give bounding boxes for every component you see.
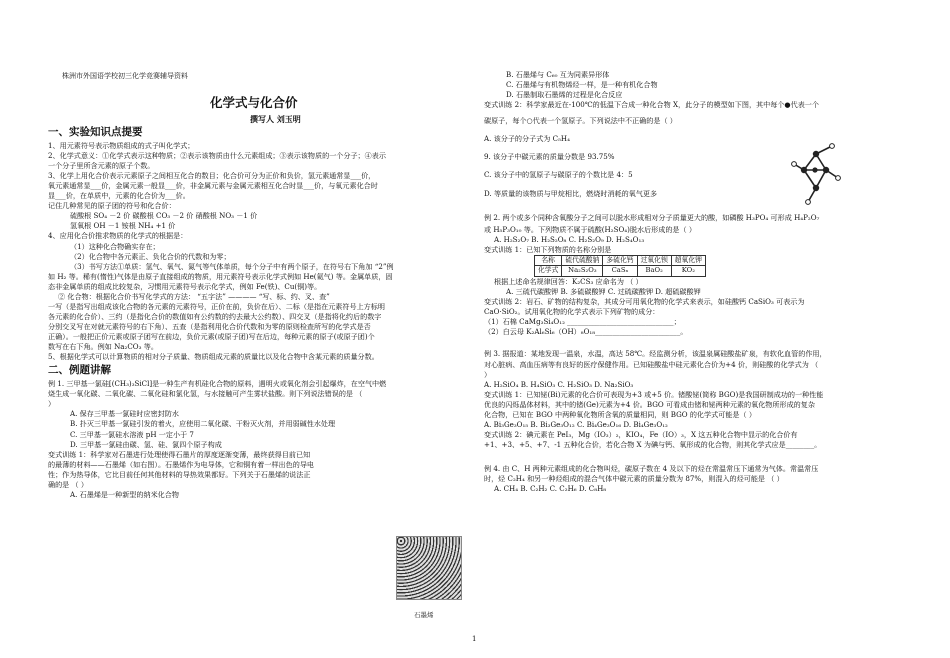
variant-2b-line: （1）石棉 CaMg₃Si₄O₁₂ ______________________________；: [484, 317, 681, 327]
variant-2b-line: 变式训练 2：岩石、矿物的结构复杂，其成分可用氧化物的化学式来表示，如硅酸钙 CaSiO₃ 可表示为: [484, 297, 805, 307]
example-1-option: A. 保存三甲基一氯硅时应密封防水: [70, 409, 179, 419]
table-cell: 化学式: [535, 266, 562, 277]
left-line: 一个分子里所含元素的原子个数。: [48, 161, 155, 171]
doc-author: 撰写人 刘玉明: [250, 114, 301, 124]
table-cell: 硫代硫酸钠: [562, 255, 603, 266]
variant-1b-title: 变式训练 1：已知下列物质的名称分别是: [484, 244, 612, 254]
variant-3-line: +1、+3、+5、+7、-1 五种化合价，若化合物 X 为碘与钙、氧形成的化合物，则其化学式应是________。: [484, 440, 822, 450]
example-3-line: ）: [484, 369, 492, 379]
example-1-option: D. 三甲基一氯硅由碳、氢、硅、氯四个原子构成: [70, 439, 222, 449]
variant-3-line: 化合物，已知在 BGO 中两种氧化物所含氧的质量相同，则 BGO 的化学式可能是（ ）: [484, 409, 756, 419]
left-line: 分别交叉写在对就元素符号的右下角）、五查（是指利用化合价代数和为零的原则检查所写的化学式是否: [48, 322, 371, 332]
left-line: 如 H₂ 等。稀有(惰性)气体是由原子直接组成的物质，用元素符号表示化学式例如 He(氦气) 等。金属单质，固: [48, 271, 393, 281]
example-3-options: A. H₂SiO₄ B. H₄SiO₃ C. H₂SiO₃ D. Na₂SiO₃: [484, 379, 634, 389]
left-line: 数写在右下角。例如 Na₂CO₃ 等。: [48, 342, 158, 352]
variant-1-option: D. 石墨制取石墨烯的过程是化合反应: [506, 90, 623, 100]
example-1-option: C. 三甲基一氯硅水溶液 pH 一定小于 7: [70, 429, 194, 439]
left-line: 4、应用化合价推求物质的化学式的根据是：: [48, 231, 188, 241]
example-1-line: 例 1. 三甲基一氯硅[(CH₃)₃SiCl]是一种生产有机硅化合物的原料，遇明火或氧化剂会引起爆炸，在空气中燃: [48, 379, 387, 389]
variant-1-option: C. 石墨烯与有机物烯烃一样，是一种有机化合物: [506, 80, 658, 90]
variant-1-option: A. 石墨烯是一种新型的纳米化合物: [70, 489, 179, 499]
molecule-model-image: [786, 140, 846, 210]
variant-1-line: 变式训练 1：科学家对石墨进行处理使得石墨片的厚度逐渐变薄，最终获得目前已知: [48, 449, 311, 459]
left-line: 态非金属单质的组成比较复杂，习惯用元素符号表示化学式，例如 Fe(铁)、Cu(铜)等。: [48, 281, 322, 291]
left-line: 氧元素通常显___价，金属元素一般显___价，非金属元素与金属元素相互化合时显___价，与氧元素化合时: [48, 181, 378, 191]
variant-2-option: C. 该分子中的氢原子与碳原子的个数比是 4：5: [484, 170, 633, 180]
variant-1b-options: A. 三硫代碳酸钾 B. 多硫碳酸钾 C. 过硫碳酸钾 D. 超硫碳酸钾: [506, 287, 701, 297]
section-1-title: 一、实验知识点提要: [48, 126, 143, 138]
example-4-options: A. CH₄ B. C₂H₂ C. C₂H₆ D. C₈H₈: [494, 484, 607, 494]
table-cell: Na₂S₂O₃: [562, 266, 603, 277]
table-cell: BaO₂: [637, 266, 671, 277]
left-line: 氢氧根 OH －1 铵根 NH₄ +1 价: [70, 221, 176, 231]
left-line: 一写（是指写出组成该化合物的各元素的元素符号，正价在前，负价在后）、二标（是指在元素符号上方标明: [48, 301, 385, 311]
variant-3-line: 变式训练 1：已知铋(Bi)元素的化合价可表现为+3 或+5 价。锗酸铋(简称 BGO)是我国研制成功的一种性能: [484, 389, 824, 399]
variant-1-line: 的最薄的材料——石墨烯（如右图）。石墨烯作为电导体，它和铜有着一样出色的导电: [48, 459, 315, 469]
example-2-options: A. H₂S₂O₇ B. H₂S₂O₈ C. H₂S₂O₉ D. H₂S₄O₁₃: [494, 234, 645, 244]
variant-2-option: A. 该分子的分子式为 C₅H₄: [484, 134, 570, 144]
left-line: 各元素的化合价）、三约（是指化合价的数值如有公约数的约去最大公约数）、四交叉（是指将化约后的数字: [48, 311, 382, 321]
right-column: [484, 70, 904, 494]
variant-3-line: 变式训练 2：碘元素在 PeI₃，Mg（IO₃）₂，KIO₄，Fe（IO）₃，X 这五种化合物中显示的化合价有: [484, 429, 798, 439]
table-cell: 超氧化钾: [671, 255, 705, 266]
left-line: 3、化学上用化合价表示元素原子之间相互化合的数目；化合价可分为正价和负价，氢元素通常显___价，: [48, 171, 376, 181]
example-4-line: 时，烃 C₂H₄ 和另一种烃组成的混合气体中碳元素的质量分数为 87%，则混入的烃可能是 （ ）: [484, 474, 784, 484]
example-1-line: ）: [48, 399, 56, 409]
variant-2b-line: CaO·SiO₂。试用氧化物的化学式表示下列矿物的成分：: [484, 307, 660, 317]
graphene-caption: 石墨烯: [414, 611, 434, 619]
left-line: 5、根据化学式可以计算物质的相对分子质量、物质组成元素的质量比以及化合物中含某元素的质量分数。: [48, 352, 379, 362]
variant-1-line: 确的是 （ ）: [48, 479, 88, 489]
left-line: ② 化合物：根据化合价书写化学式的方法： “五字法” ———— “写、标、约、叉、查”: [58, 291, 330, 301]
left-line: 正确）。一般把正价元素或原子团写在前边，负价元素(或原子团)写在后边，每种元素的原子(或原子团)个: [48, 332, 375, 342]
example-4-line: 例 4. 由 C、H 两种元素组成的化合物叫烃，碳原子数在 4 及以下的烃在常温常压下通常为气体。常温常压: [484, 464, 819, 474]
table-cell: 名称: [535, 255, 562, 266]
table-cell: 多硫化钙: [603, 255, 637, 266]
variant-1b-line: 根据上述命名规律回答：K₂CS₃ 应命名为 （ ）: [494, 277, 643, 287]
variant-3-line: A. Bi₃Ge₃O₁₅ B. Bi₃Ge₃O₁₂ C. Bi₄Ge₃O₁₆ D. Bi₄Ge₃O₁₂: [484, 419, 668, 429]
left-line: （1）这种化合物确实存在；: [70, 241, 160, 251]
naming-table: [534, 255, 706, 277]
variant-2b-line: （2）白云母 K₂Al₆Si₆（OH）₈O₁₈________________________。: [484, 327, 688, 337]
left-line: 记住几种常见的原子团的符号和化合价：: [48, 201, 176, 211]
variant-2-option: 9. 该分子中碳元素的质量分数是 93.75%: [484, 152, 615, 162]
page-number: 1: [472, 635, 477, 643]
table-cell: CaSₓ: [603, 266, 637, 277]
example-1-line: 烧生成一氧化碳、二氧化碳、二氧化硅和氯化氢，与水接触可产生雾状盐酸。则下列说法错误的是 （: [48, 389, 363, 399]
example-1-option: B. 扑灭三甲基一氯硅引发的着火，应使用二氧化碳、干粉灭火剂，并用弱碱性水处理: [70, 419, 336, 429]
variant-2-line: 变式训练 2：科学家最近在-100℃的低温下合成一种化合物 X，此分子的模型如下图，其中每个●代表一个: [484, 100, 819, 110]
variant-2-option: D. 等质量的该物质与甲烷相比，燃烧时消耗的氧气更多: [484, 188, 658, 198]
left-line: 2、化学式意义：①化学式表示这种物质；②表示该物质由什么元素组成；③表示该物质的一个分子；④表示: [48, 150, 386, 160]
variant-2-line: 碳原子，每个○代表一个氢原子。下列说法中不正确的是（ ）: [484, 116, 677, 126]
table-cell: KO₂: [671, 266, 705, 277]
table-cell: 过氧化钡: [637, 255, 671, 266]
graphene-image: [396, 536, 462, 600]
doc-header: 株洲市外国语学校初三化学竞赛辅导资料: [62, 72, 188, 80]
variant-1-option: B. 石墨烯与 C₆₀ 互为同素异形体: [506, 70, 610, 79]
section-2-title: 二、例题讲解: [48, 364, 111, 377]
example-3-line: 对心脏病、高血压病等有良好的医疗保健作用。已知硅酸盐中硅元素化合价为+4 价，则硅酸的化学式为 （: [484, 359, 819, 369]
example-2-line: 例 2. 两个或多个同种含氧酸分子之间可以脱水形成相对分子质量更大的酸，如磷酸 H₃PO₄ 可形成 H₄P₂O₇: [484, 212, 820, 222]
doc-title: 化学式与化合价: [210, 95, 298, 110]
left-line: （3）书写方法①单质：氢气、氧气、氮气等气体单质，每个分子中有两个原子，在符号右下角加 “2”例: [70, 261, 394, 271]
example-2-line: 或 H₅P₃O₁₀ 等。下列物质不属于硫酸(H₂SO₄)脱水后形成的是（ ）: [484, 224, 696, 234]
left-line: 1、用元素符号表示物质组成的式子叫化学式；: [48, 140, 195, 150]
left-line: 硫酸根 SO₄ －2 价 碳酸根 CO₃ －2 价 硝酸根 NO₃ －1 价: [70, 211, 258, 221]
left-line: （2）化合物中各元素正、负化合价的代数和为零；: [70, 251, 231, 261]
example-3-line: 例 3. 据报道：某地发现一温泉，水温，高达 58℃。经监测分析，该温泉属硅酸盐矿泉，有软化血管的作用，: [484, 349, 827, 359]
left-column: [48, 124, 466, 500]
left-line: 显___价，在单质中，元素的化合价为___价。: [48, 191, 190, 201]
variant-3-line: 优良的闪烁晶体材料，其中的锗(Ge)元素为+4 价。BGO 可看成由锗和铋两种元素的氧化物所形成的复杂: [484, 399, 815, 409]
variant-1-line: 性；作为热导体，它比目前任何其他材料的导热效果都好。下列关于石墨烯的说法正: [48, 469, 311, 479]
